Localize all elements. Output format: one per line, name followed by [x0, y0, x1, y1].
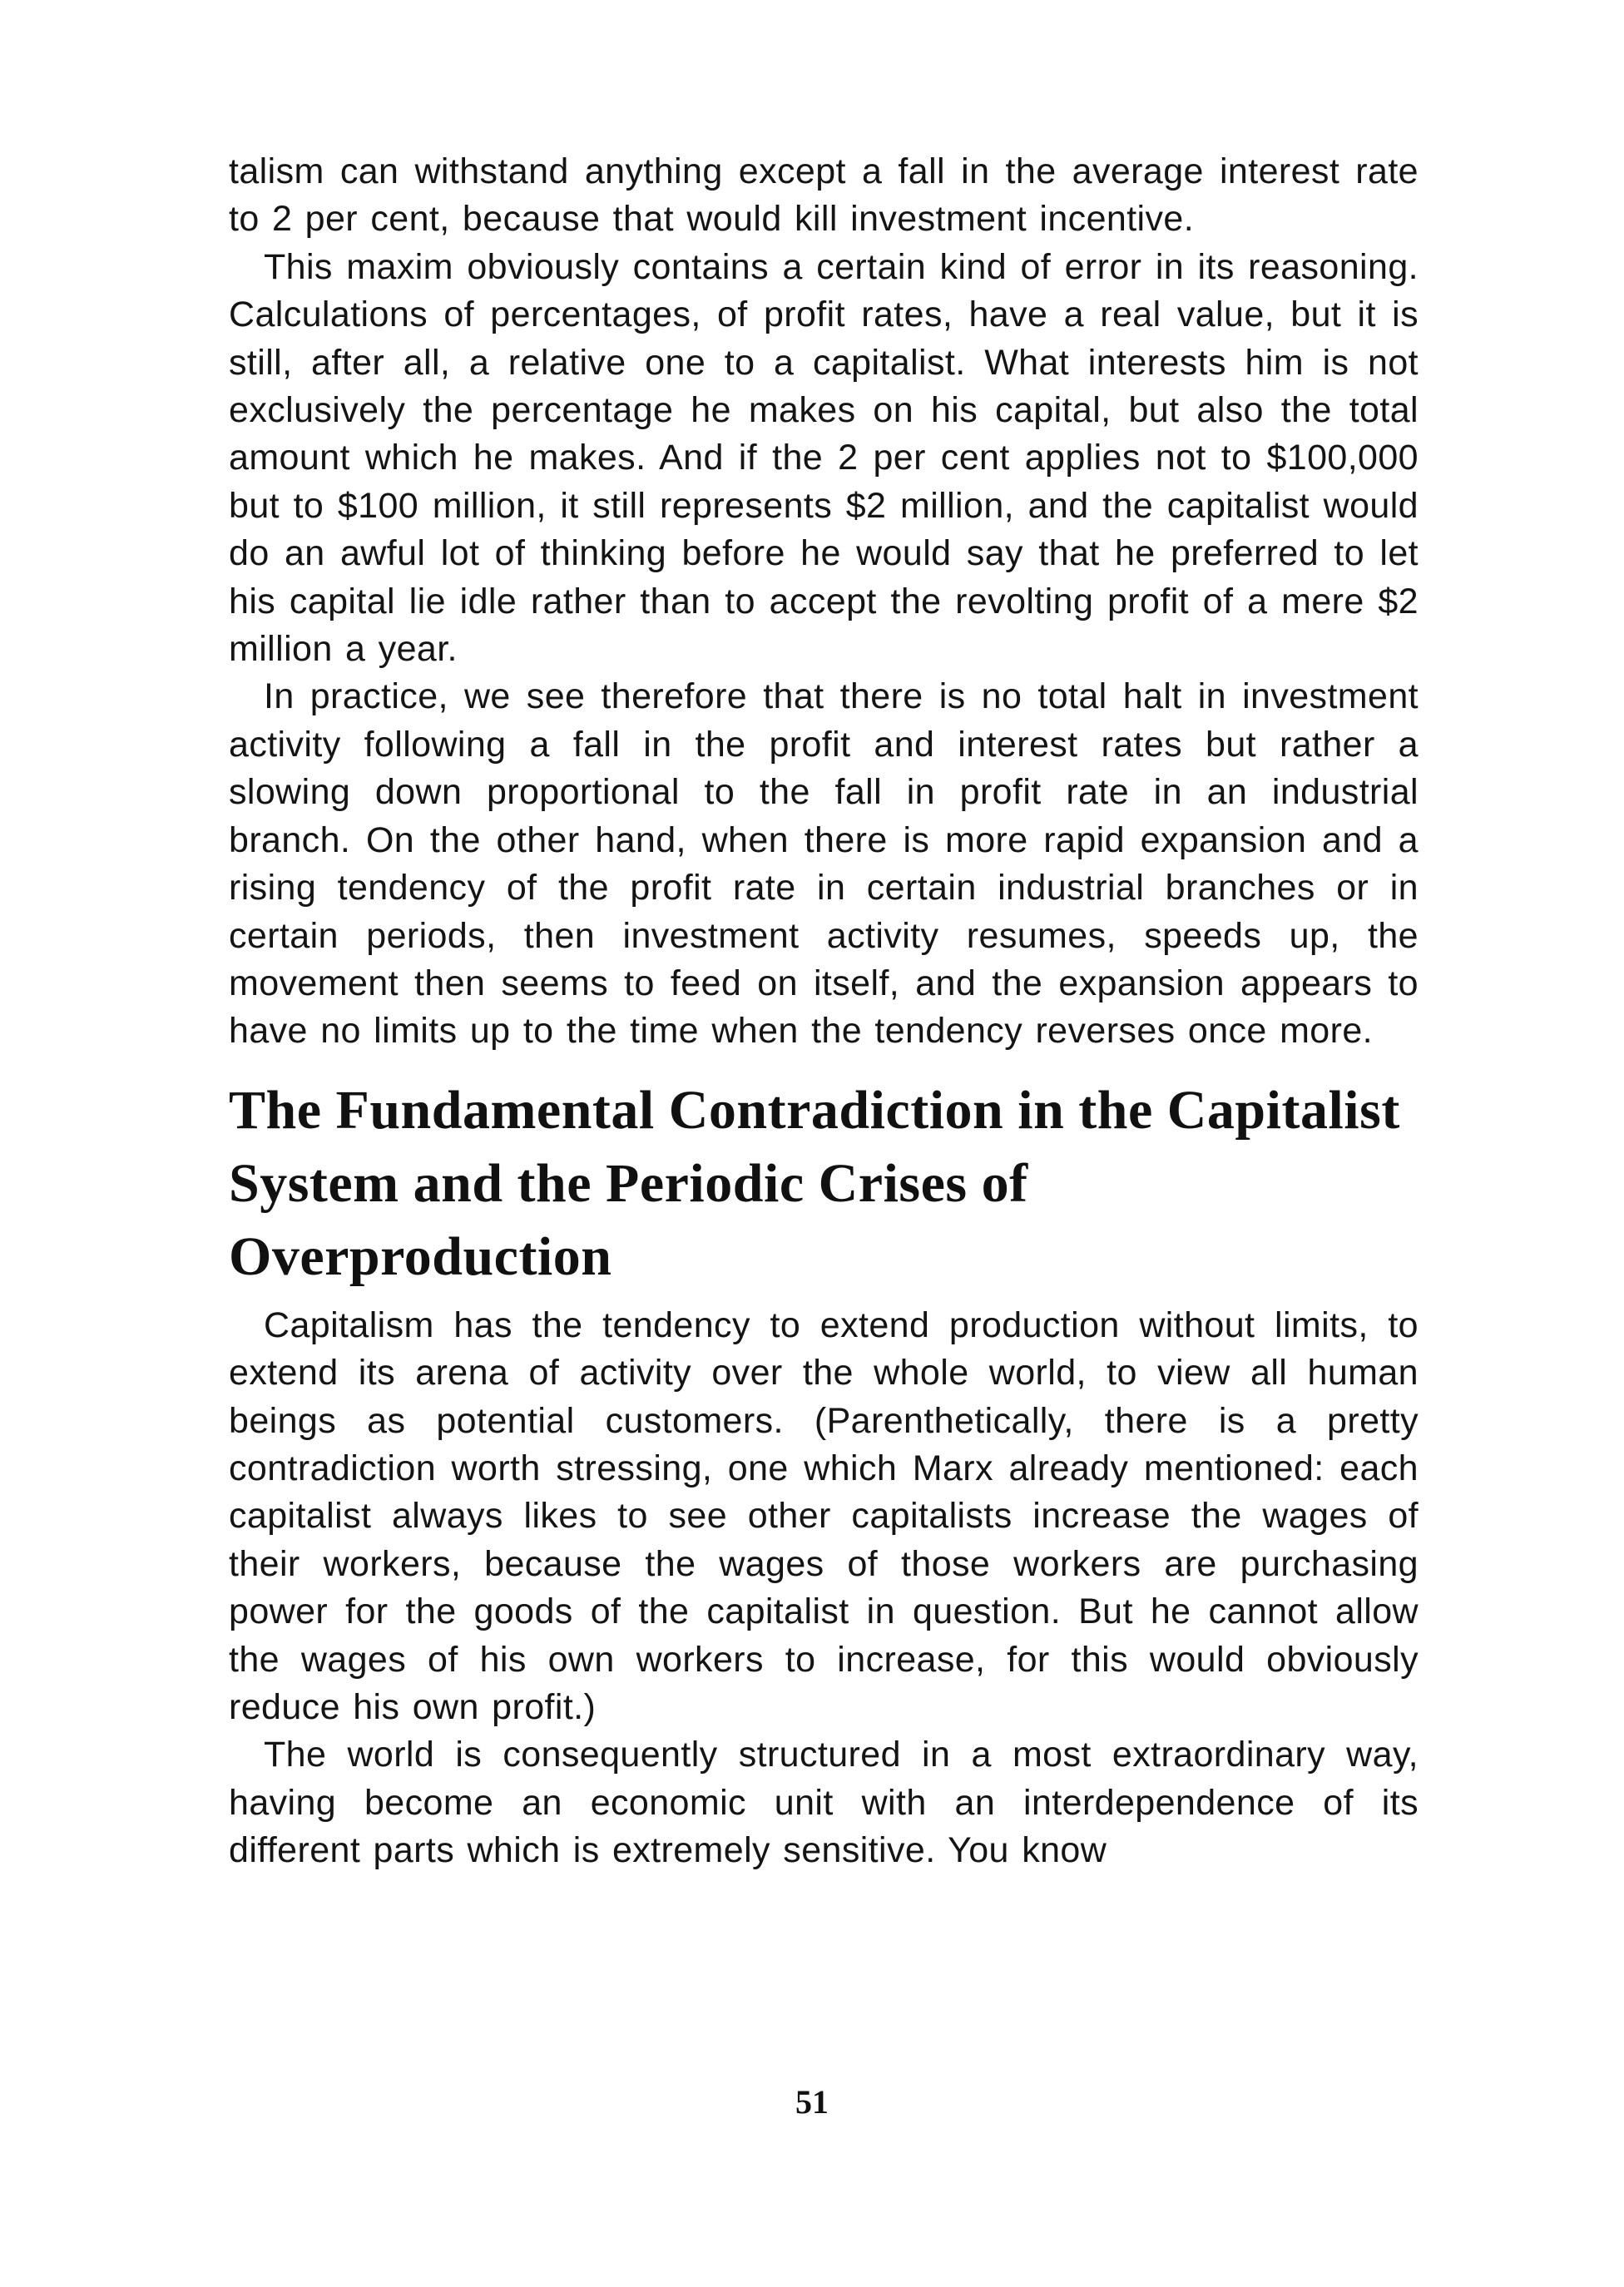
page-number: 51 [795, 2083, 829, 2121]
paragraph-world-structured: The world is consequently structured in a most extraordinary way, having become an economic unit with an interdependence of its different parts which is extremely sensitive. You know [229, 1735, 1419, 1871]
paragraph-maxim-error: This maxim obviously contains a certain kind of error in its reasoning. Calculations of percentages, of profit rates, have a real value, but it is still, after all, a relative one to a capitalist. What interests him is not exclusively the percentage he makes on his capital, but also the total amount which he makes. And if the 2 per cent applies not to $100,000 but to $100 million, it still represents $2 million, and the capitalist would do an awful lot of thinking before he would say that he preferred to let his capital lie idle rather than to accept the revolting profit of a mere $2 million a year. [229, 246, 1419, 670]
section-heading: The Fundamental Contradiction in the Capitalist System and the Periodic Crises of Overproduction [229, 1079, 1400, 1287]
paragraph-in-practice: In practice, we see therefore that there is no total halt in investment activity following a fall in the profit and interest rates but rather a slowing down proportional to the fall in profit rate in an industrial branch. On the other hand, when there is more rapid expansion and a rising tendency of the profit rate in certain industrial branches or in certain periods, then investment activity resumes, speeds up, the movement then seems to feed on itself, and the expansion appears to have no limits up to the time when the tendency reverses once more. [229, 676, 1419, 1052]
paragraph-capitalism-tendency: Capitalism has the tendency to extend production without limits, to extend its arena of activity over the whole world, to view all human beings as potential customers. (Parenthetically, there is a pretty contradiction worth stressing, one which Marx already mentioned: each capitalist always likes to see other capitalists increase the wages of their workers, because the wages of those workers are purchasing power for the goods of the capitalist in question. But he cannot allow the wages of his own workers to increase, for this would obviously reduce his own profit.) [229, 1304, 1419, 1727]
page-body [229, 148, 1419, 1875]
paragraph-continued: talism can withstand anything except a fall in the average interest rate to 2 per cent, because that would kill investment incentive. [229, 151, 1419, 240]
